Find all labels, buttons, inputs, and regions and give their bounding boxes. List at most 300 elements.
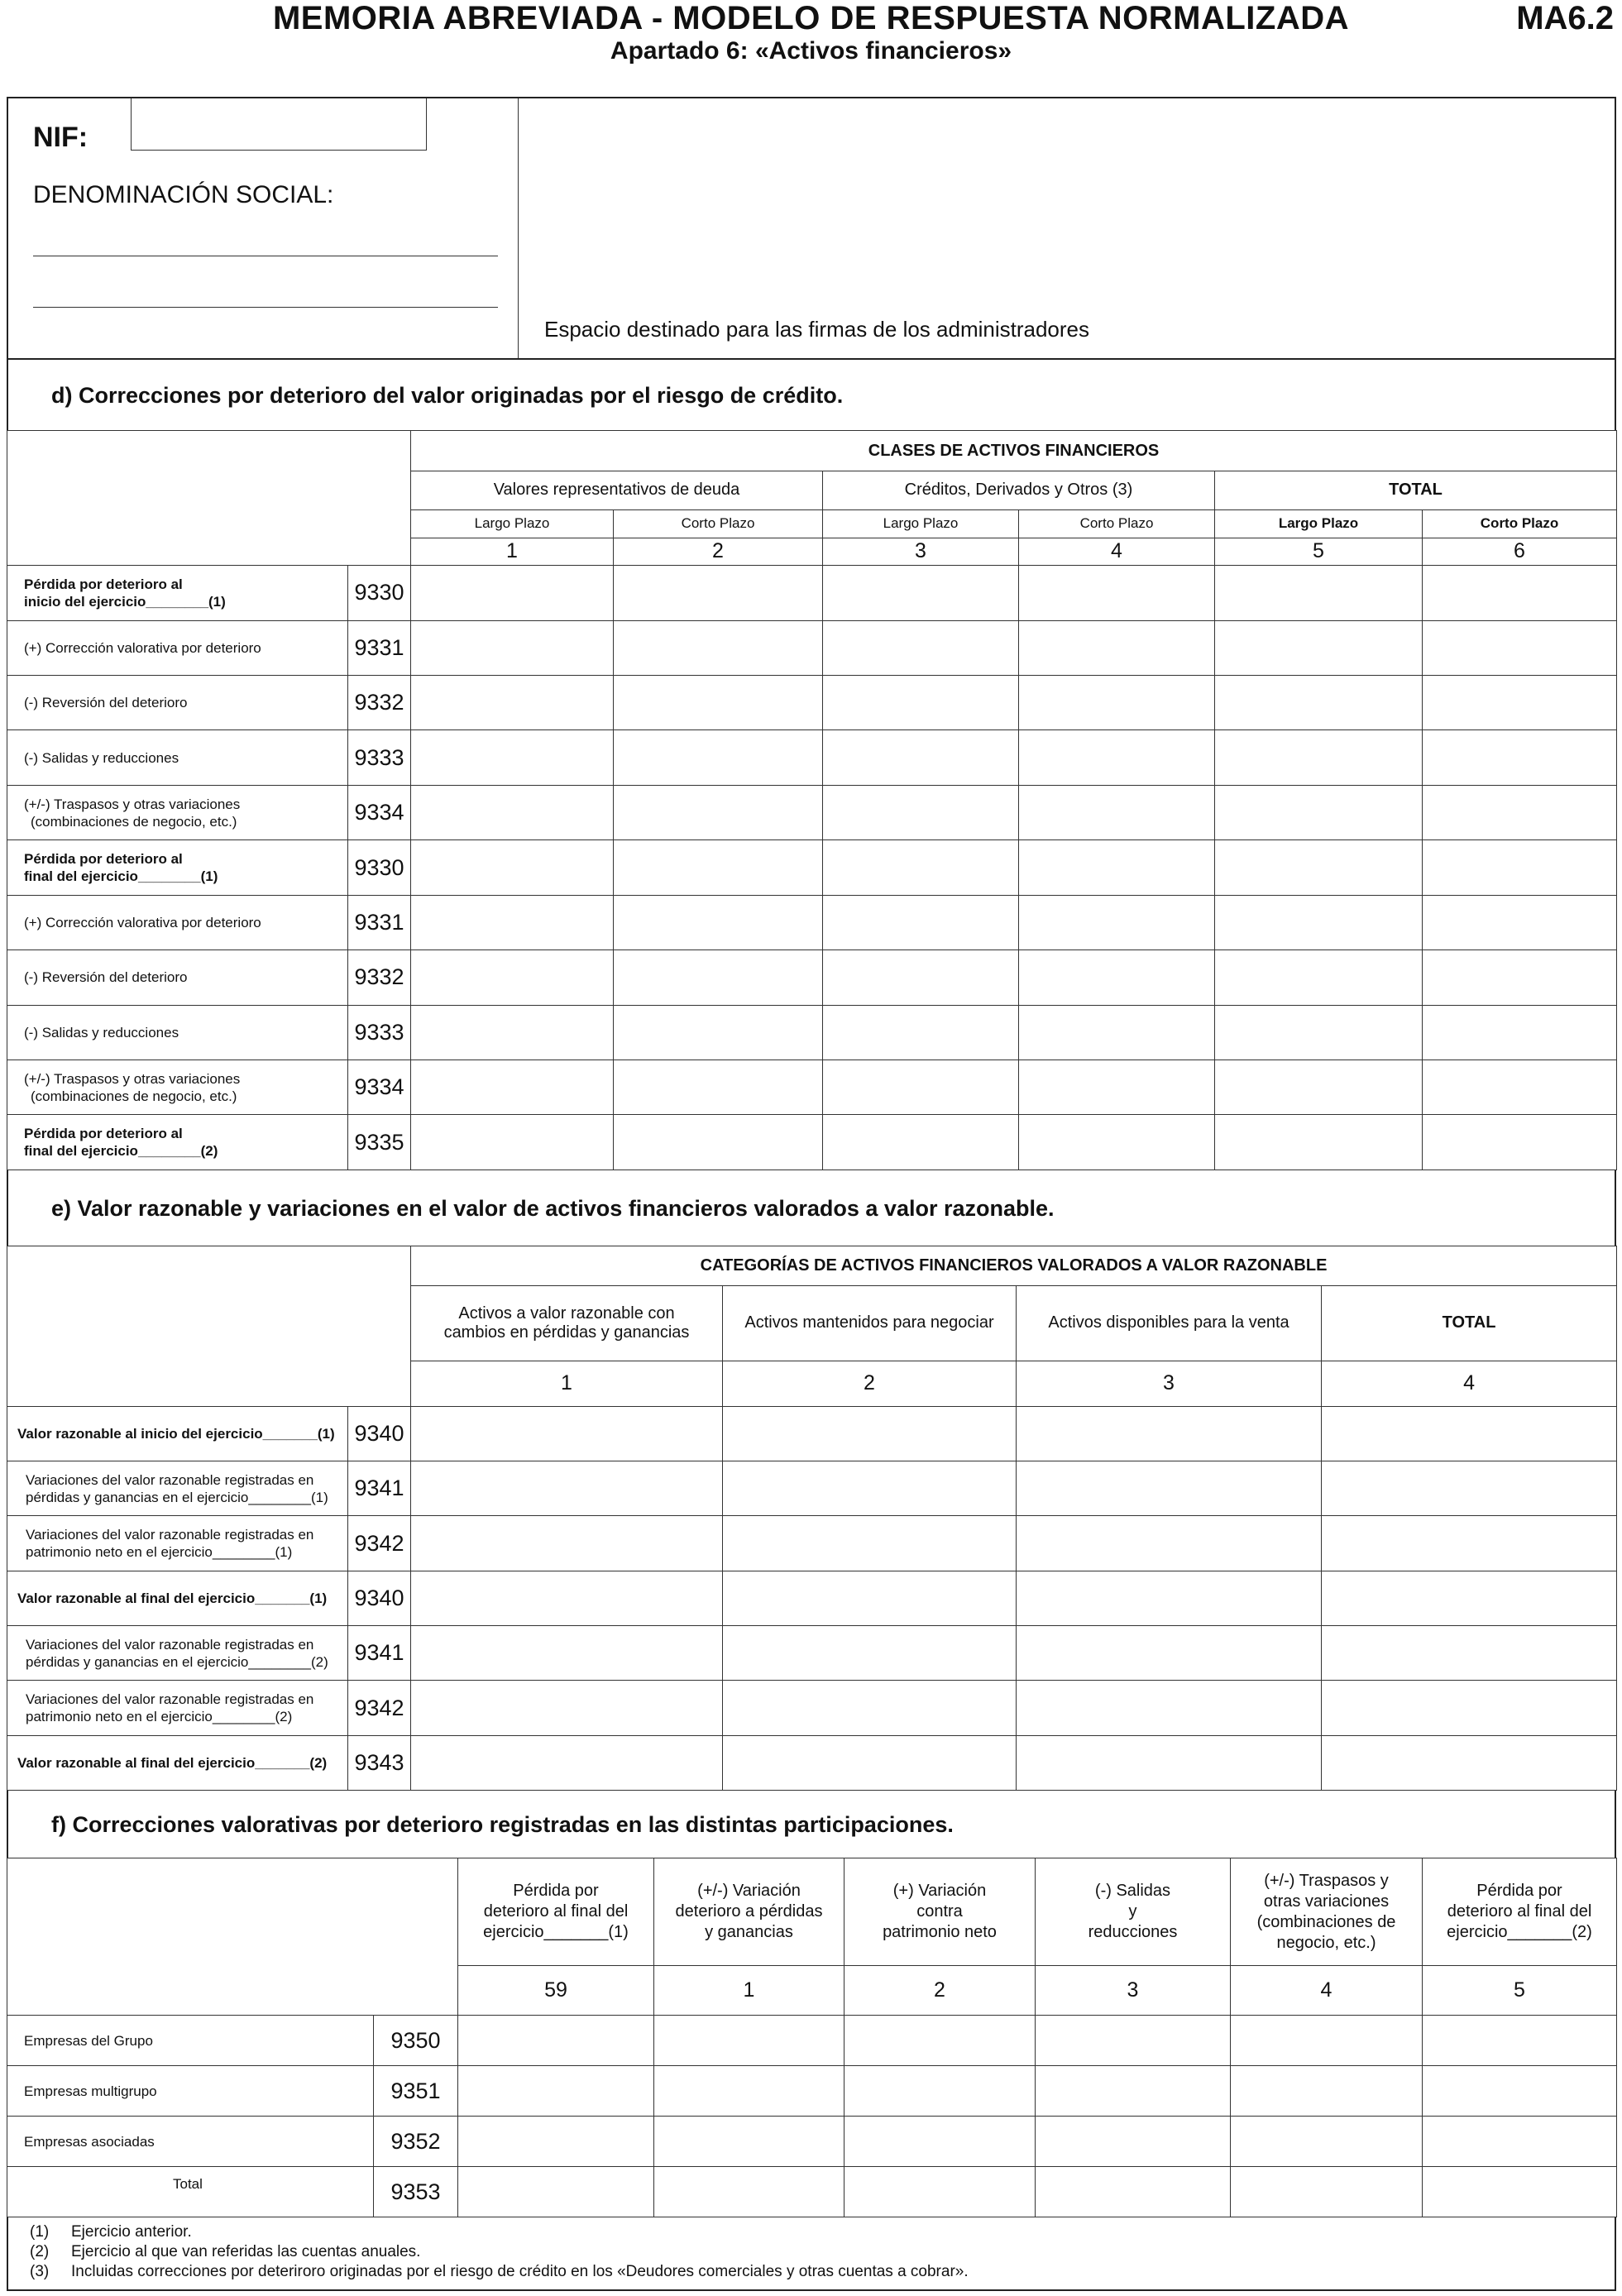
- input-cell[interactable]: [1017, 1571, 1322, 1625]
- document-subtitle: Apartado 6: «Activos financieros»: [610, 37, 1012, 65]
- row-code: 9340: [348, 1571, 411, 1625]
- table-row: [7, 1571, 1617, 1625]
- section-e-corner: [7, 1246, 411, 1407]
- input-cell[interactable]: [723, 1681, 1017, 1735]
- input-cell[interactable]: [411, 1406, 723, 1461]
- input-cell[interactable]: [1215, 840, 1423, 895]
- row-code: 9330: [348, 566, 411, 620]
- table-row: [7, 675, 1617, 729]
- table-row: [7, 730, 1617, 785]
- input-cell[interactable]: [1215, 1005, 1423, 1060]
- row-label-line: (-) Salidas y reducciones: [24, 749, 179, 766]
- table-row: [7, 1516, 1617, 1571]
- row-label-line: (+/-) Traspasos y otras variaciones: [24, 1070, 241, 1087]
- input-cell[interactable]: [1215, 675, 1423, 729]
- table-row: [7, 566, 1617, 620]
- row-code: 9343: [348, 1735, 411, 1790]
- input-cell[interactable]: [1215, 730, 1423, 785]
- subcolumn-header: Corto Plazo: [1423, 509, 1617, 538]
- row-label-line: (-) Reversión del deterioro: [24, 969, 188, 986]
- row-code: 9341: [348, 1461, 411, 1516]
- input-cell[interactable]: [411, 1005, 614, 1060]
- column-header-line: cambios en pérdidas y ganancias: [443, 1323, 690, 1342]
- input-cell[interactable]: [1322, 1461, 1617, 1516]
- footnote-mark: (2): [30, 2243, 50, 2260]
- input-cell[interactable]: [1215, 620, 1423, 675]
- column-header-line: (+/-) Traspasos y: [1264, 1871, 1389, 1890]
- input-cell[interactable]: [411, 950, 614, 1005]
- input-cell[interactable]: [1423, 950, 1617, 1005]
- input-cell[interactable]: [844, 2066, 1036, 2117]
- column-header-line: ejercicio_______(2): [1447, 1923, 1592, 1941]
- input-cell[interactable]: [1036, 2016, 1231, 2066]
- section-f-table: [7, 1858, 1617, 2217]
- input-cell[interactable]: [823, 1115, 1019, 1170]
- row-label: Total: [7, 2167, 374, 2217]
- input-cell[interactable]: [1423, 2117, 1617, 2167]
- input-cell[interactable]: [1017, 1735, 1322, 1790]
- column-number: 3: [823, 538, 1019, 565]
- subcolumn-header: Largo Plazo: [1215, 509, 1423, 538]
- column-number: 4: [1019, 538, 1215, 565]
- input-cell[interactable]: [614, 840, 823, 895]
- subcolumn-header: Corto Plazo: [614, 509, 823, 538]
- input-cell[interactable]: [1215, 566, 1423, 620]
- input-cell[interactable]: [1322, 1406, 1617, 1461]
- input-cell[interactable]: [823, 1005, 1019, 1060]
- input-cell[interactable]: [1019, 1005, 1215, 1060]
- section-d-title: d) Correcciones por deterioro del valor originadas por el riesgo de crédito.: [7, 360, 1616, 431]
- input-cell[interactable]: [1019, 1060, 1215, 1115]
- input-cell[interactable]: [823, 675, 1019, 729]
- table-row: [7, 950, 1617, 1005]
- column-header-line: deterioro al final del: [483, 1902, 629, 1921]
- input-cell[interactable]: [1423, 2066, 1617, 2117]
- row-label-line: Variaciones del valor razonable registradas en: [26, 1636, 314, 1653]
- row-code: 9335: [348, 1115, 411, 1170]
- input-cell[interactable]: [458, 2066, 654, 2117]
- row-code: 9331: [348, 895, 411, 949]
- row-label-line: (+/-) Traspasos y otras variaciones: [24, 796, 241, 812]
- column-header: [844, 1858, 1036, 1966]
- section-d-corner: [7, 431, 411, 566]
- input-cell[interactable]: [1215, 1060, 1423, 1115]
- input-cell[interactable]: [614, 1005, 823, 1060]
- table-row: [7, 2066, 1617, 2117]
- column-number: 4: [1322, 1361, 1617, 1406]
- table-row: [7, 2167, 1617, 2217]
- row-code: 9334: [348, 1060, 411, 1115]
- input-cell[interactable]: [1019, 840, 1215, 895]
- row-label: Empresas del Grupo: [7, 2016, 374, 2066]
- input-cell[interactable]: [1322, 1571, 1617, 1625]
- input-cell[interactable]: [1017, 1516, 1322, 1571]
- section-f-corner: [7, 1858, 458, 2016]
- table-row: [7, 1735, 1617, 1790]
- row-label: [7, 785, 348, 839]
- input-cell[interactable]: [614, 950, 823, 1005]
- column-header-line: Activos a valor razonable con: [458, 1303, 675, 1323]
- section-d-table: [7, 430, 1617, 1170]
- input-cell[interactable]: [1423, 840, 1617, 895]
- input-cell[interactable]: [614, 785, 823, 839]
- input-cell[interactable]: [823, 840, 1019, 895]
- input-cell[interactable]: [1423, 675, 1617, 729]
- subcolumn-header: Corto Plazo: [1019, 509, 1215, 538]
- document-title: MEMORIA ABREVIADA - MODELO DE RESPUESTA NORMALIZADA: [272, 0, 1350, 36]
- column-header-line: contra: [916, 1902, 963, 1921]
- input-cell[interactable]: [1019, 1115, 1215, 1170]
- row-label: Empresas multigrupo: [7, 2066, 374, 2117]
- nif-label: NIF:: [33, 122, 89, 153]
- input-cell[interactable]: [1423, 785, 1617, 839]
- column-number: 4: [1231, 1966, 1423, 2016]
- input-cell[interactable]: [1017, 1406, 1322, 1461]
- row-label: [7, 566, 348, 620]
- row-code: 9340: [348, 1406, 411, 1461]
- input-cell[interactable]: [1322, 1735, 1617, 1790]
- row-label-line: (combinaciones de negocio, etc.): [31, 1088, 237, 1104]
- input-cell[interactable]: [1231, 2117, 1423, 2167]
- input-cell[interactable]: [411, 1626, 723, 1681]
- row-label-line: inicio del ejercicio________(1): [24, 593, 226, 610]
- row-label-line: (-) Reversión del deterioro: [24, 695, 188, 711]
- input-cell[interactable]: [654, 2167, 844, 2217]
- row-label: [7, 1115, 348, 1170]
- footnote-text: Ejercicio anterior.: [71, 2223, 192, 2241]
- footnote-mark: (1): [30, 2223, 50, 2241]
- row-label-line: pérdidas y ganancias en el ejercicio________(1): [26, 1489, 328, 1505]
- row-label: [7, 950, 348, 1005]
- input-cell[interactable]: [614, 566, 823, 620]
- input-cell[interactable]: [1215, 785, 1423, 839]
- column-number: 3: [1017, 1361, 1322, 1406]
- input-cell[interactable]: [458, 2117, 654, 2167]
- row-label: [7, 895, 348, 949]
- section-f-title: f) Correcciones valorativas por deterioro registradas en las distintas participaciones.: [7, 1791, 1616, 1858]
- row-label: [7, 1571, 348, 1625]
- input-cell[interactable]: [1019, 730, 1215, 785]
- row-label: Empresas asociadas: [7, 2117, 374, 2167]
- column-number: 6: [1423, 538, 1617, 565]
- column-header-line: Activos mantenidos para negociar: [744, 1313, 994, 1332]
- input-cell[interactable]: [1017, 1461, 1322, 1516]
- table-row: [7, 2117, 1617, 2167]
- input-cell[interactable]: [1423, 620, 1617, 675]
- column-number: 1: [411, 1361, 723, 1406]
- row-code: 9353: [374, 2167, 458, 2217]
- input-cell[interactable]: [411, 1060, 614, 1115]
- column-number: 3: [1036, 1966, 1231, 2016]
- row-label-line: (+) Corrección valorativa por deterioro: [24, 639, 261, 656]
- input-cell[interactable]: [723, 1406, 1017, 1461]
- row-code: 9342: [348, 1516, 411, 1571]
- table-row: [7, 1461, 1617, 1516]
- table-row: [7, 895, 1617, 949]
- column-number: 5: [1423, 1966, 1617, 2016]
- input-cell[interactable]: [823, 566, 1019, 620]
- input-cell[interactable]: [1423, 2167, 1617, 2217]
- input-cell[interactable]: [614, 620, 823, 675]
- input-cell[interactable]: [1231, 2016, 1423, 2066]
- input-cell[interactable]: [411, 1115, 614, 1170]
- input-cell[interactable]: [723, 1571, 1017, 1625]
- column-header-line: TOTAL: [1442, 1313, 1496, 1332]
- input-cell[interactable]: [1423, 1005, 1617, 1060]
- column-header: [411, 1286, 723, 1361]
- table-row: [7, 785, 1617, 839]
- row-label-line: final del ejercicio________(2): [24, 1143, 218, 1160]
- row-label-line: Pérdida por deterioro al: [24, 1126, 183, 1142]
- footnote-text: Incluidas correcciones por deteriroro originadas por el riesgo de crédito en los «Deudores comerciales y otras cuentas a cobrar».: [71, 2263, 969, 2280]
- input-cell[interactable]: [654, 2066, 844, 2117]
- row-label-line: Pérdida por deterioro al: [24, 576, 183, 592]
- column-number: 2: [723, 1361, 1017, 1406]
- column-header-line: deterioro a pérdidas: [675, 1902, 823, 1921]
- column-header-line: Pérdida por: [1476, 1882, 1562, 1900]
- column-header-line: reducciones: [1088, 1923, 1178, 1941]
- column-number: 1: [654, 1966, 844, 2016]
- nif-field[interactable]: [131, 98, 427, 151]
- column-header: [458, 1858, 654, 1966]
- table-row: [7, 1115, 1617, 1170]
- column-number: 1: [411, 538, 614, 565]
- input-cell[interactable]: [411, 1461, 723, 1516]
- row-label-line: Valor razonable al inicio del ejercicio_______(1): [17, 1426, 335, 1442]
- row-label: [7, 1005, 348, 1060]
- row-label: [7, 620, 348, 675]
- row-label-line: Pérdida por deterioro al: [24, 851, 183, 867]
- input-cell[interactable]: [844, 2016, 1036, 2066]
- row-label-line: Variaciones del valor razonable registradas en: [26, 1471, 314, 1488]
- section-e-group-header: CATEGORÍAS DE ACTIVOS FINANCIEROS VALORADOS A VALOR RAZONABLE: [411, 1246, 1617, 1286]
- input-cell[interactable]: [1017, 1681, 1322, 1735]
- input-cell[interactable]: [458, 2167, 654, 2217]
- input-cell[interactable]: [411, 675, 614, 729]
- row-label-line: (combinaciones de negocio, etc.): [31, 813, 237, 830]
- column-header: [1322, 1286, 1617, 1361]
- input-cell[interactable]: [1423, 566, 1617, 620]
- table-row: [7, 1005, 1617, 1060]
- input-cell[interactable]: [1423, 1115, 1617, 1170]
- table-row: [7, 1626, 1617, 1681]
- input-cell[interactable]: [723, 1516, 1017, 1571]
- row-label: [7, 675, 348, 729]
- row-label: [7, 840, 348, 895]
- column-header-line: (+/-) Variación: [697, 1882, 801, 1900]
- input-cell[interactable]: [723, 1461, 1017, 1516]
- input-cell[interactable]: [411, 1735, 723, 1790]
- input-cell[interactable]: [1019, 895, 1215, 949]
- table-row: [7, 1060, 1617, 1115]
- row-label-line: patrimonio neto en el ejercicio________(2): [26, 1709, 293, 1724]
- input-cell[interactable]: [411, 566, 614, 620]
- row-code: 9350: [374, 2016, 458, 2066]
- row-code: 9351: [374, 2066, 458, 2117]
- column-header-line: (-) Salidas: [1094, 1882, 1171, 1900]
- subcolumn-header: Largo Plazo: [411, 509, 614, 538]
- column-header: [1231, 1858, 1423, 1966]
- input-cell[interactable]: [654, 2117, 844, 2167]
- footnote-text: Ejercicio al que van referidas las cuentas anuales.: [71, 2243, 421, 2260]
- row-label-line: (-) Salidas y reducciones: [24, 1024, 179, 1040]
- row-code: 9342: [348, 1681, 411, 1735]
- input-cell[interactable]: [823, 1060, 1019, 1115]
- input-cell[interactable]: [411, 840, 614, 895]
- column-header-line: Activos disponibles para la venta: [1048, 1313, 1289, 1332]
- input-cell[interactable]: [823, 895, 1019, 949]
- column-header: [1423, 1858, 1617, 1966]
- input-cell[interactable]: [614, 675, 823, 729]
- identification-left: [8, 98, 519, 358]
- row-code: 9332: [348, 675, 411, 729]
- column-header-line: (+) Variación: [892, 1882, 987, 1900]
- denominacion-line-2[interactable]: [33, 307, 498, 308]
- input-cell[interactable]: [1423, 895, 1617, 949]
- footnote: [30, 2222, 1615, 2242]
- column-number: 5: [1215, 538, 1423, 565]
- signature-area-label: Espacio destinado para las firmas de los administradores: [544, 317, 1090, 342]
- input-cell[interactable]: [1231, 2066, 1423, 2117]
- row-label-line: Valor razonable al final del ejercicio_______(1): [17, 1590, 328, 1606]
- column-header-line: y ganancias: [705, 1923, 793, 1941]
- row-code: 9352: [374, 2117, 458, 2167]
- column-header-line: patrimonio neto: [883, 1923, 997, 1941]
- row-label: [7, 730, 348, 785]
- column-group-header: TOTAL: [1215, 471, 1617, 509]
- input-cell[interactable]: [1322, 1681, 1617, 1735]
- column-header-line: ejercicio_______(1): [483, 1923, 629, 1941]
- footnote-mark: (3): [30, 2263, 50, 2280]
- input-cell[interactable]: [1019, 675, 1215, 729]
- input-cell[interactable]: [411, 785, 614, 839]
- footnote: [30, 2262, 1615, 2282]
- row-code: 9330: [348, 840, 411, 895]
- table-row: [7, 1681, 1617, 1735]
- row-label: [7, 1406, 348, 1461]
- input-cell[interactable]: [411, 1516, 723, 1571]
- input-cell[interactable]: [614, 1060, 823, 1115]
- row-label-line: patrimonio neto en el ejercicio________(1): [26, 1544, 293, 1561]
- input-cell[interactable]: [458, 2016, 654, 2066]
- column-header: [654, 1858, 844, 1966]
- input-cell[interactable]: [823, 785, 1019, 839]
- input-cell[interactable]: [1231, 2167, 1423, 2217]
- row-label-line: final del ejercicio________(1): [24, 868, 218, 884]
- row-label: [7, 1681, 348, 1735]
- section-d-group-header: CLASES DE ACTIVOS FINANCIEROS: [411, 431, 1617, 471]
- input-cell[interactable]: [1215, 950, 1423, 1005]
- input-cell[interactable]: [411, 895, 614, 949]
- input-cell[interactable]: [1322, 1516, 1617, 1571]
- input-cell[interactable]: [1019, 785, 1215, 839]
- input-cell[interactable]: [654, 2016, 844, 2066]
- input-cell[interactable]: [823, 730, 1019, 785]
- row-code: 9333: [348, 1005, 411, 1060]
- input-cell[interactable]: [723, 1626, 1017, 1681]
- input-cell[interactable]: [1036, 2066, 1231, 2117]
- input-cell[interactable]: [1017, 1626, 1322, 1681]
- row-label-line: pérdidas y ganancias en el ejercicio________(2): [26, 1653, 328, 1670]
- row-code: 9332: [348, 950, 411, 1005]
- row-label: [7, 1626, 348, 1681]
- row-label-line: (+) Corrección valorativa por deterioro: [24, 914, 261, 930]
- section-e-table: [7, 1246, 1617, 1791]
- row-label-line: Variaciones del valor razonable registradas en: [26, 1691, 314, 1707]
- identification-block: [7, 97, 1616, 360]
- input-cell[interactable]: [411, 620, 614, 675]
- column-header-line: (combinaciones de: [1256, 1912, 1396, 1931]
- input-cell[interactable]: [1215, 1115, 1423, 1170]
- row-label: [7, 1735, 348, 1790]
- input-cell[interactable]: [1215, 895, 1423, 949]
- row-label-line: Valor razonable al final del ejercicio_______(2): [17, 1754, 328, 1771]
- footnotes: [7, 2217, 1616, 2291]
- column-header: [1017, 1286, 1322, 1361]
- footnote: [30, 2242, 1615, 2262]
- input-cell[interactable]: [614, 895, 823, 949]
- input-cell[interactable]: [844, 2117, 1036, 2167]
- table-row: [7, 2016, 1617, 2066]
- input-cell[interactable]: [614, 1115, 823, 1170]
- column-header-line: Pérdida por: [513, 1882, 599, 1900]
- input-cell[interactable]: [1423, 2016, 1617, 2066]
- column-group-header: Valores representativos de deuda: [411, 471, 823, 509]
- column-number: 59: [458, 1966, 654, 2016]
- subcolumn-header: Largo Plazo: [823, 509, 1019, 538]
- table-row: [7, 1406, 1617, 1461]
- row-code: 9341: [348, 1626, 411, 1681]
- table-row: [7, 620, 1617, 675]
- column-number: 2: [844, 1966, 1036, 2016]
- column-number: 2: [614, 538, 823, 565]
- input-cell[interactable]: [823, 950, 1019, 1005]
- column-header-line: otras variaciones: [1263, 1892, 1390, 1911]
- row-code: 9331: [348, 620, 411, 675]
- column-header-line: negocio, etc.): [1276, 1933, 1376, 1952]
- form-code: MA6.2: [1516, 0, 1614, 36]
- column-header: [723, 1286, 1017, 1361]
- column-header-line: y: [1128, 1902, 1137, 1921]
- input-cell[interactable]: [411, 1571, 723, 1625]
- row-code: 9333: [348, 730, 411, 785]
- input-cell[interactable]: [1322, 1626, 1617, 1681]
- section-e-title: e) Valor razonable y variaciones en el valor de activos financieros valorados a valor razonable.: [7, 1170, 1616, 1246]
- input-cell[interactable]: [1423, 730, 1617, 785]
- denominacion-label: DENOMINACIÓN SOCIAL:: [33, 181, 334, 208]
- row-code: 9334: [348, 785, 411, 839]
- input-cell[interactable]: [1019, 566, 1215, 620]
- input-cell[interactable]: [1019, 950, 1215, 1005]
- row-label: [7, 1060, 348, 1115]
- column-header: [1036, 1858, 1231, 1966]
- input-cell[interactable]: [823, 620, 1019, 675]
- column-group-header: Créditos, Derivados y Otros (3): [823, 471, 1215, 509]
- input-cell[interactable]: [1423, 1060, 1617, 1115]
- table-row: [7, 840, 1617, 895]
- input-cell[interactable]: [1036, 2167, 1231, 2217]
- input-cell[interactable]: [844, 2167, 1036, 2217]
- input-cell[interactable]: [1036, 2117, 1231, 2167]
- input-cell[interactable]: [723, 1735, 1017, 1790]
- input-cell[interactable]: [1019, 620, 1215, 675]
- input-cell[interactable]: [411, 730, 614, 785]
- input-cell[interactable]: [411, 1681, 723, 1735]
- row-label: [7, 1461, 348, 1516]
- input-cell[interactable]: [614, 730, 823, 785]
- column-header-line: deterioro al final del: [1447, 1902, 1592, 1921]
- row-label-line: Variaciones del valor razonable registradas en: [26, 1527, 314, 1543]
